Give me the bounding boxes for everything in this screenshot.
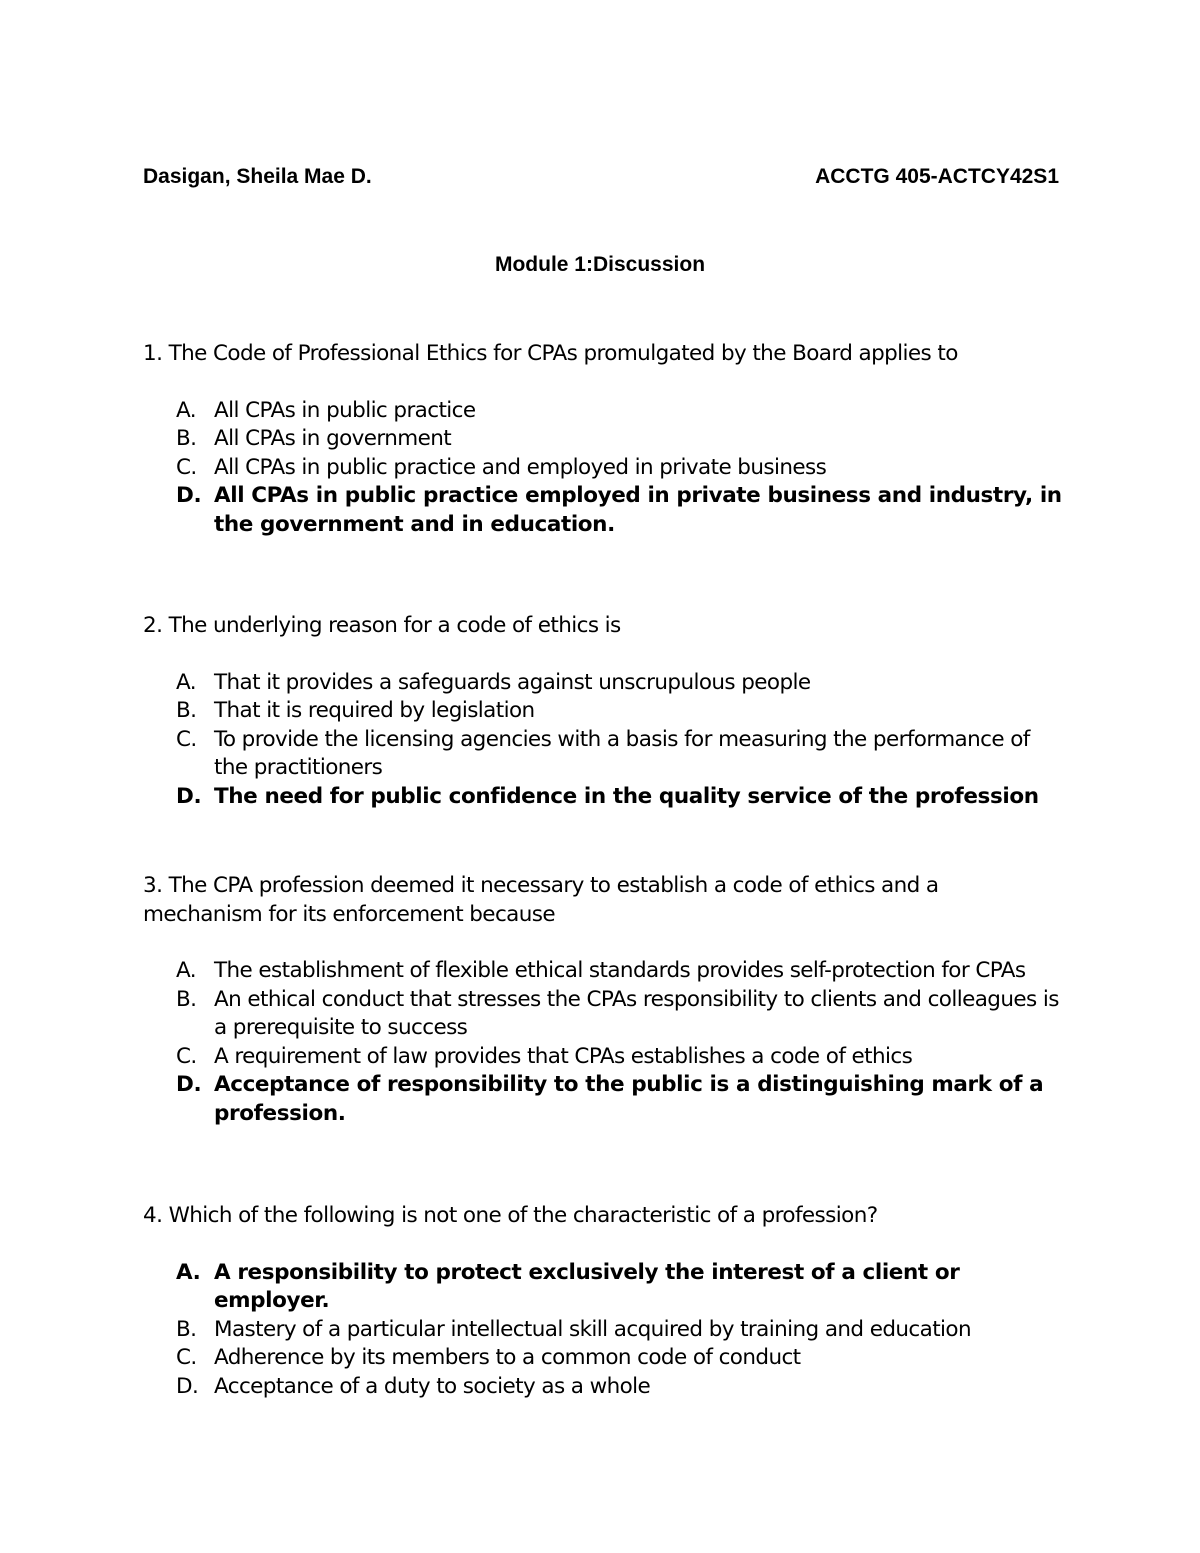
option-text: All CPAs in public practice — [214, 397, 476, 423]
option-item — [143, 1316, 1063, 1345]
page-title: Module 1:Discussion — [494, 253, 706, 276]
option-item — [143, 1043, 1063, 1072]
option-text: That it provides a safeguards against unscrupulous people — [214, 669, 811, 695]
option-item — [143, 726, 1063, 783]
option-item — [143, 1373, 1063, 1402]
option-letter: C. — [176, 726, 197, 752]
question-2 — [143, 612, 1063, 811]
question-text: The Code of Professional Ethics for CPAs promulgated by the Board applies to — [168, 341, 958, 366]
option-item — [143, 425, 1063, 454]
document-header — [143, 162, 1059, 192]
question-stem — [143, 1202, 1063, 1231]
question-number: 3. — [143, 873, 163, 898]
option-text: To provide the licensing agencies with a basis for measuring the performance of the practitioners — [214, 726, 1030, 780]
option-item — [143, 986, 1063, 1043]
option-letter: D. — [176, 783, 202, 809]
option-letter: B. — [176, 698, 197, 723]
question-number: 4. — [143, 1203, 163, 1228]
course-code: ACCTG 405-ACTCY42S1 — [815, 165, 1059, 188]
option-item — [143, 1344, 1063, 1373]
question-3 — [143, 872, 1063, 1128]
option-text: A responsibility to protect exclusively the interest of a client or employer. — [214, 1259, 960, 1313]
option-letter: C. — [176, 1043, 197, 1069]
question-text: The underlying reason for a code of ethics is — [168, 613, 621, 638]
option-text: An ethical conduct that stresses the CPAs responsibility to clients and colleagues is a prerequisite to success — [214, 986, 1059, 1040]
option-letter: B. — [176, 1316, 197, 1342]
answer-option-item — [143, 482, 1063, 539]
option-text: The establishment of flexible ethical standards provides self-protection for CPAs — [214, 958, 1026, 983]
question-1 — [143, 340, 1063, 539]
option-text: All CPAs in public practice and employed in private business — [214, 454, 827, 480]
option-letter: A. — [176, 1259, 201, 1285]
student-name: Dasigan, Sheila Mae D. — [143, 165, 372, 188]
question-stem — [143, 340, 1063, 369]
option-letter: A. — [176, 958, 196, 983]
option-item — [143, 669, 1063, 698]
option-letter: A. — [176, 397, 196, 423]
option-letter: C. — [176, 454, 197, 480]
question-number: 2. — [143, 613, 163, 638]
option-text: The need for public confidence in the quality service of the profession — [214, 783, 1039, 809]
answer-option-item — [143, 1259, 1063, 1316]
answer-option-item — [143, 783, 1063, 812]
question-text: Which of the following is not one of the characteristic of a profession? — [168, 1203, 878, 1228]
option-letter: B. — [176, 986, 197, 1012]
option-letter: D. — [176, 483, 202, 508]
question-text: The CPA profession deemed it necessary to establish a code of ethics and a mechanism for its enforcement because — [143, 873, 939, 927]
options-list — [143, 397, 1063, 540]
option-text: That it is required by legislation — [214, 698, 535, 723]
options-list — [143, 1259, 1063, 1402]
option-letter: C. — [176, 1345, 197, 1370]
option-text: Mastery of a particular intellectual skill acquired by training and education — [214, 1316, 971, 1342]
option-text: Acceptance of a duty to society as a whole — [214, 1373, 651, 1399]
options-list — [143, 957, 1063, 1128]
option-text: A requirement of law provides that CPAs establishes a code of ethics — [214, 1043, 913, 1069]
option-letter: B. — [176, 426, 197, 451]
option-text: All CPAs in public practice employed in private business and industry, in the government and in education. — [214, 483, 1062, 537]
option-item — [143, 397, 1063, 426]
question-stem — [143, 872, 1063, 929]
option-letter: A. — [176, 669, 196, 695]
option-text: All CPAs in government — [214, 426, 452, 451]
question-number: 1. — [143, 341, 163, 366]
option-letter: D. — [176, 1072, 202, 1097]
option-item — [143, 697, 1063, 726]
answer-option-item — [143, 1071, 1063, 1128]
option-item — [143, 957, 1063, 986]
option-item — [143, 454, 1063, 483]
question-4 — [143, 1202, 1063, 1401]
option-text: Acceptance of responsibility to the public is a distinguishing mark of a profession. — [214, 1072, 1044, 1126]
option-text: Adherence by its members to a common code of conduct — [214, 1345, 801, 1370]
option-letter: D. — [176, 1373, 199, 1399]
question-stem — [143, 612, 1063, 641]
options-list — [143, 669, 1063, 812]
